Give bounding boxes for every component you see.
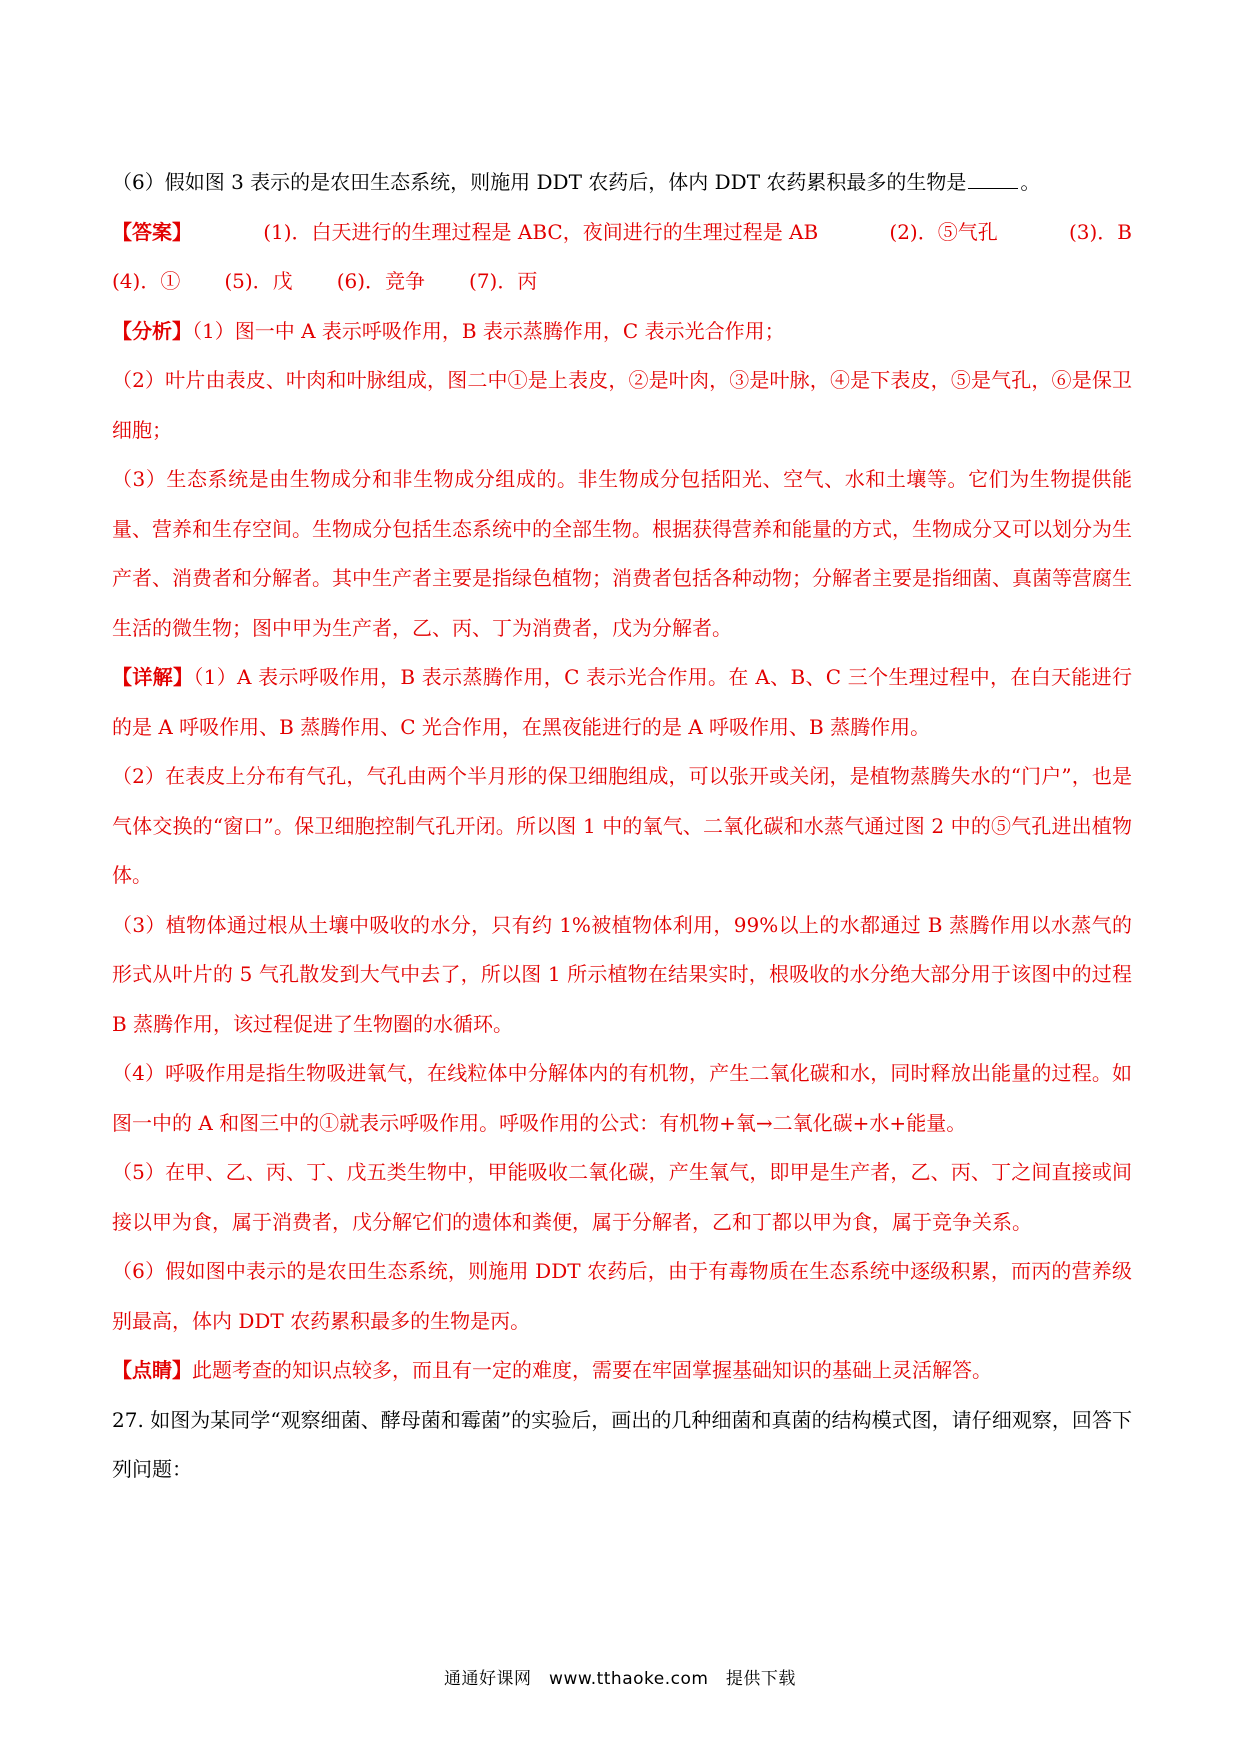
analysis-p1-text: （1）图一中 A 表示呼吸作用，B 表示蒸腾作用，C 表示光合作用； [192, 318, 785, 343]
answer-line-2 [112, 257, 1132, 307]
detail-p3: （3）植物体通过根从土壤中吸收的水分，只有约 1%被植物体利用，99%以上的水都通过 B 蒸腾作用以水蒸气的形式从叶片的 5 气孔散发到大气中去了，所以图 1 所示植物在结果实时，根吸收的水分绝大部分用于该图中的过程 B 蒸腾作用，该过程促进了生物圈的水循环。 [112, 912, 1132, 1036]
detail-p6: （6）假如图中表示的是农田生态系统，则施用 DDT 农药后，由于有毒物质在生态系统中逐级积累，而丙的营养级别最高，体内 DDT 农药累积最多的生物是丙。 [112, 1259, 1132, 1333]
analysis-tag: 【分析】 [112, 318, 192, 343]
answer-line-1 [112, 208, 1132, 258]
analysis-p2: （2）叶片由表皮、叶肉和叶脉组成，图二中①是上表皮，②是叶肉，③是叶脉，④是下表皮，⑤是气孔，⑥是保卫细胞； [112, 368, 1132, 442]
comment [112, 1346, 1132, 1396]
answer-blank [968, 170, 1018, 189]
comment-tag: 【点睛】 [112, 1358, 192, 1382]
detail-p1-text: （1）A 表示呼吸作用，B 表示蒸腾作用，C 表示光合作用。在 A、B、C 三个生理过程中，在白天能进行的是 A 呼吸作用、B 蒸腾作用、C 光合作用，在黑夜能进行的是 A 呼吸作用、B 蒸腾作用。 [112, 665, 1133, 739]
detail-p4: （4）呼吸作用是指生物吸进氧气，在线粒体中分解体内的有机物，产生二氧化碳和水，同时释放出能量的过程。如图一中的 A 和图三中的①就表示呼吸作用。呼吸作用的公式：有机物+氧→二氧化碳+水+能量。 [112, 1061, 1132, 1135]
answer-item-4: (4)．① [112, 269, 181, 293]
detail-p2: （2）在表皮上分布有气孔，气孔由两个半月形的保卫细胞组成，可以张开或关闭，是植物蒸腾失水的“门户”，也是气体交换的“窗口”。保卫细胞控制气孔开闭。所以图 1 中的氧气、二氧化碳和水蒸气通过图 2 中的⑤气孔进出植物体。 [112, 764, 1132, 887]
comment-text: 此题考查的知识点较多，而且有一定的难度，需要在牢固掌握基础知识的基础上灵活解答。 [192, 1358, 992, 1382]
answer-item-3: (3)．B [1068, 219, 1132, 244]
answer-item-7: (7)．丙 [469, 269, 538, 293]
question-27: 27. 如图为某同学“观察细菌、酵母菌和霉菌”的实验后，画出的几种细菌和真菌的结构模式图，请仔细观察，回答下列问题： [112, 1407, 1132, 1481]
detail-p5: （5）在甲、乙、丙、丁、戊五类生物中，甲能吸收二氧化碳，产生氧气，即甲是生产者，乙、丙、丁之间直接或间接以甲为食，属于消费者，戊分解它们的遗体和粪便，属于分解者，乙和丁都以甲为食，属于竞争关系。 [112, 1160, 1132, 1234]
answer-item-1: (1)．白天进行的生理过程是 ABC，夜间进行的生理过程是 AB [263, 219, 819, 244]
answer-item-6: (6)．竞争 [336, 269, 426, 293]
detail-p1 [112, 653, 1132, 752]
document-content [112, 158, 1132, 1495]
question-6-end: 。 [1020, 170, 1041, 194]
footer: 通通好课网 www.tthaoke.com 提供下载 [444, 1669, 796, 1689]
question-6-prev [112, 158, 1132, 208]
question-6-text: （6）假如图 3 表示的是农田生态系统，则施用 DDT 农药后，体内 DDT 农药累积最多的生物是 [112, 170, 967, 194]
analysis-p3: （3）生态系统是由生物成分和非生物成分组成的。非生物成分包括阳光、空气、水和土壤等。它们为生物提供能量、营养和生存空间。生物成分包括生态系统中的全部生物。根据获得营养和能量的方式，生物成分又可以划分为生产者、消费者和分解者。其中生产者主要是指绿色植物；消费者包括各种动物；分解者主要是指细菌、真菌等营腐生生活的微生物；图中甲为生产者，乙、丙、丁为消费者，戊为分解者。 [112, 467, 1132, 640]
analysis-p1 [112, 307, 1132, 357]
answer-tag: 【答案】 [112, 219, 192, 244]
answer-item-2: (2)．⑤气孔 [889, 219, 998, 244]
answer-item-5: (5)．戊 [224, 269, 293, 293]
detail-tag: 【详解】 [112, 665, 194, 689]
